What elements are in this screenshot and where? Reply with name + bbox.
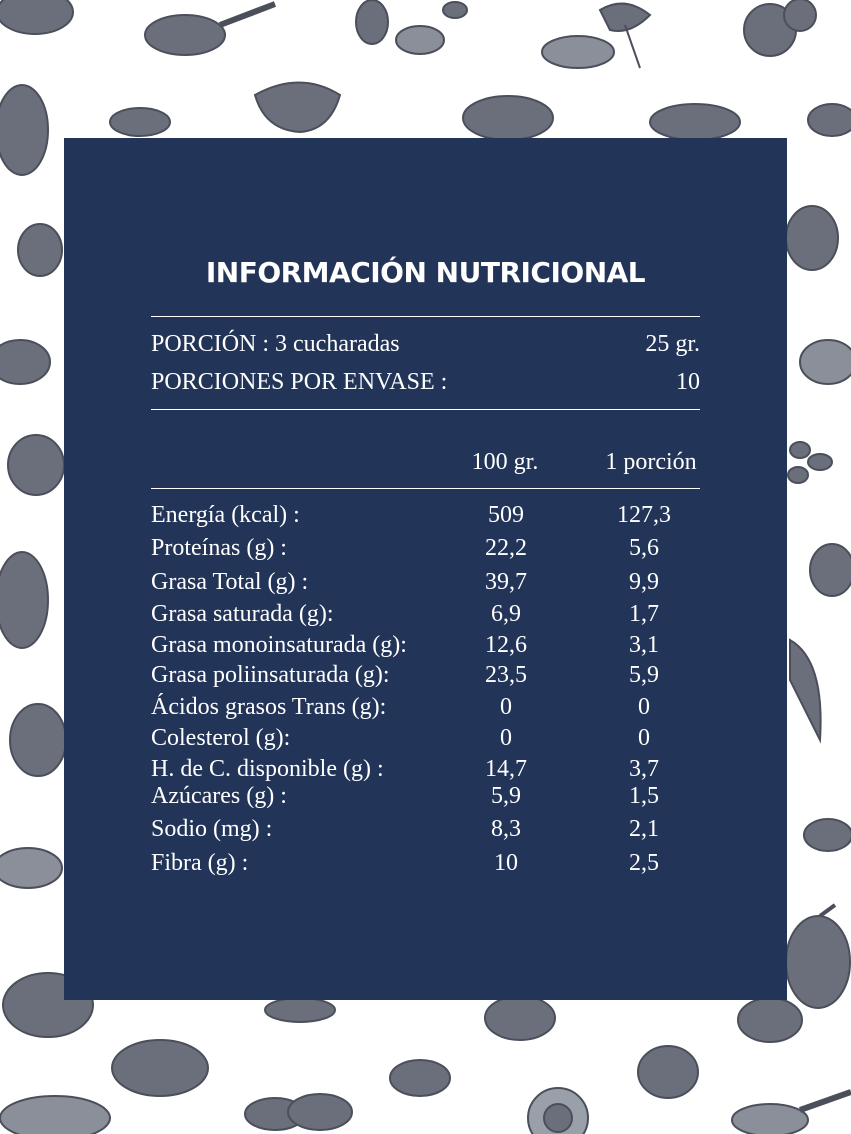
- pistachio-icon: [0, 552, 48, 648]
- walnut-icon: [810, 544, 851, 596]
- portions-per-container-row: [151, 367, 700, 397]
- nutrient-label: Grasa poliinsaturada (g):: [151, 662, 390, 688]
- divider: [151, 488, 700, 489]
- value-per-100g: 39,7: [485, 569, 527, 595]
- nutrient-label: Grasa monoinsaturada (g):: [151, 632, 407, 658]
- table-row: [151, 781, 711, 811]
- value-per-100g: 8,3: [491, 816, 521, 842]
- spoon-icon: [732, 1092, 851, 1134]
- page-title: INFORMACIÓN NUTRICIONAL: [205, 256, 646, 289]
- value-per-100g: 22,2: [485, 535, 527, 561]
- portions-per-container-value: 10: [676, 369, 700, 395]
- table-row: [151, 630, 711, 660]
- nutrition-panel: [64, 138, 787, 1000]
- value-per-portion: 127,3: [617, 502, 671, 528]
- column-header-portion: 1 porción: [605, 449, 697, 475]
- portion-label: PORCIÓN : 3 cucharadas: [151, 331, 400, 357]
- table-row: [151, 848, 711, 878]
- spoon-icon: [145, 4, 275, 55]
- nutrient-label: Energía (kcal) :: [151, 502, 300, 528]
- nutrient-label: Ácidos grasos Trans (g):: [151, 694, 387, 720]
- value-per-portion: 2,1: [629, 816, 659, 842]
- almond-icon: [110, 108, 170, 136]
- peanut-icon: [788, 442, 832, 483]
- value-per-portion: 2,5: [629, 850, 659, 876]
- value-per-100g: 14,7: [485, 756, 527, 782]
- nutrient-label: Fibra (g) :: [151, 850, 249, 876]
- portion-row: [151, 329, 700, 359]
- value-per-portion: 1,7: [629, 601, 659, 627]
- coconut-icon: [463, 96, 553, 140]
- seeds-icon: [0, 1096, 110, 1134]
- value-per-100g: 0: [500, 694, 512, 720]
- peanut-icon: [356, 0, 467, 54]
- table-row: [151, 814, 711, 844]
- column-header-100g: 100 gr.: [471, 449, 539, 475]
- nutrient-label: H. de C. disponible (g) :: [151, 756, 384, 782]
- nutrient-label: Grasa Total (g) :: [151, 569, 309, 595]
- table-row: [151, 599, 711, 629]
- table-row: [151, 692, 711, 722]
- almond-icon: [265, 998, 335, 1022]
- divider: [151, 316, 700, 317]
- almond-icon: [390, 1060, 450, 1096]
- walnut-icon: [638, 1046, 698, 1098]
- value-per-100g: 509: [488, 502, 524, 528]
- cacao-pod-icon: [0, 340, 50, 384]
- peanut-icon: [804, 819, 851, 851]
- spoon-icon: [0, 848, 62, 888]
- cacao-pod-icon: [112, 1040, 208, 1096]
- seeds-icon: [542, 36, 614, 68]
- value-per-100g: 6,9: [491, 601, 521, 627]
- value-per-100g: 5,9: [491, 783, 521, 809]
- value-per-100g: 12,6: [485, 632, 527, 658]
- column-header-row: [151, 447, 711, 477]
- portions-per-container-label: PORCIONES POR ENVASE :: [151, 369, 448, 395]
- portion-value: 25 gr.: [645, 331, 700, 357]
- table-row: [151, 723, 711, 753]
- value-per-portion: 9,9: [629, 569, 659, 595]
- nutrient-label: Proteínas (g) :: [151, 535, 287, 561]
- nutrient-label: Colesterol (g):: [151, 725, 291, 751]
- nutrient-label: Sodio (mg) :: [151, 816, 273, 842]
- coconut-icon: [485, 996, 555, 1040]
- peach-icon: [738, 998, 802, 1042]
- value-per-portion: 5,9: [629, 662, 659, 688]
- table-row: [151, 754, 711, 784]
- coconut-icon: [8, 435, 64, 495]
- nutrient-label: Grasa saturada (g):: [151, 601, 334, 627]
- table-row: [151, 660, 711, 690]
- divider: [151, 409, 700, 410]
- bowl-icon: [255, 83, 340, 133]
- almond-icon: [808, 104, 851, 136]
- value-per-portion: 0: [638, 725, 650, 751]
- coconut-icon: [786, 206, 838, 270]
- table-row: [151, 500, 711, 530]
- value-per-100g: 23,5: [485, 662, 527, 688]
- value-per-portion: 3,1: [629, 632, 659, 658]
- value-per-portion: 0: [638, 694, 650, 720]
- sunflower-icon: [528, 1088, 588, 1134]
- value-per-portion: 5,6: [629, 535, 659, 561]
- value-per-100g: 0: [500, 725, 512, 751]
- spoon-icon: [800, 340, 851, 384]
- walnut-icon: [18, 224, 62, 276]
- value-per-100g: 10: [494, 850, 518, 876]
- nutrient-label: Azúcares (g) :: [151, 783, 287, 809]
- cacao-pod-icon: [650, 104, 740, 140]
- bowl-icon: [10, 704, 66, 776]
- hazelnut-icon: [744, 0, 816, 56]
- pumpkin-icon: [786, 905, 850, 1008]
- value-per-portion: 3,7: [629, 756, 659, 782]
- almond-icon: [245, 1094, 352, 1130]
- table-row: [151, 533, 711, 563]
- pistachio-icon: [0, 85, 48, 175]
- hazelnut-icon: [0, 0, 73, 34]
- table-row: [151, 567, 711, 597]
- value-per-portion: 1,5: [629, 783, 659, 809]
- leaf-icon: [790, 640, 821, 740]
